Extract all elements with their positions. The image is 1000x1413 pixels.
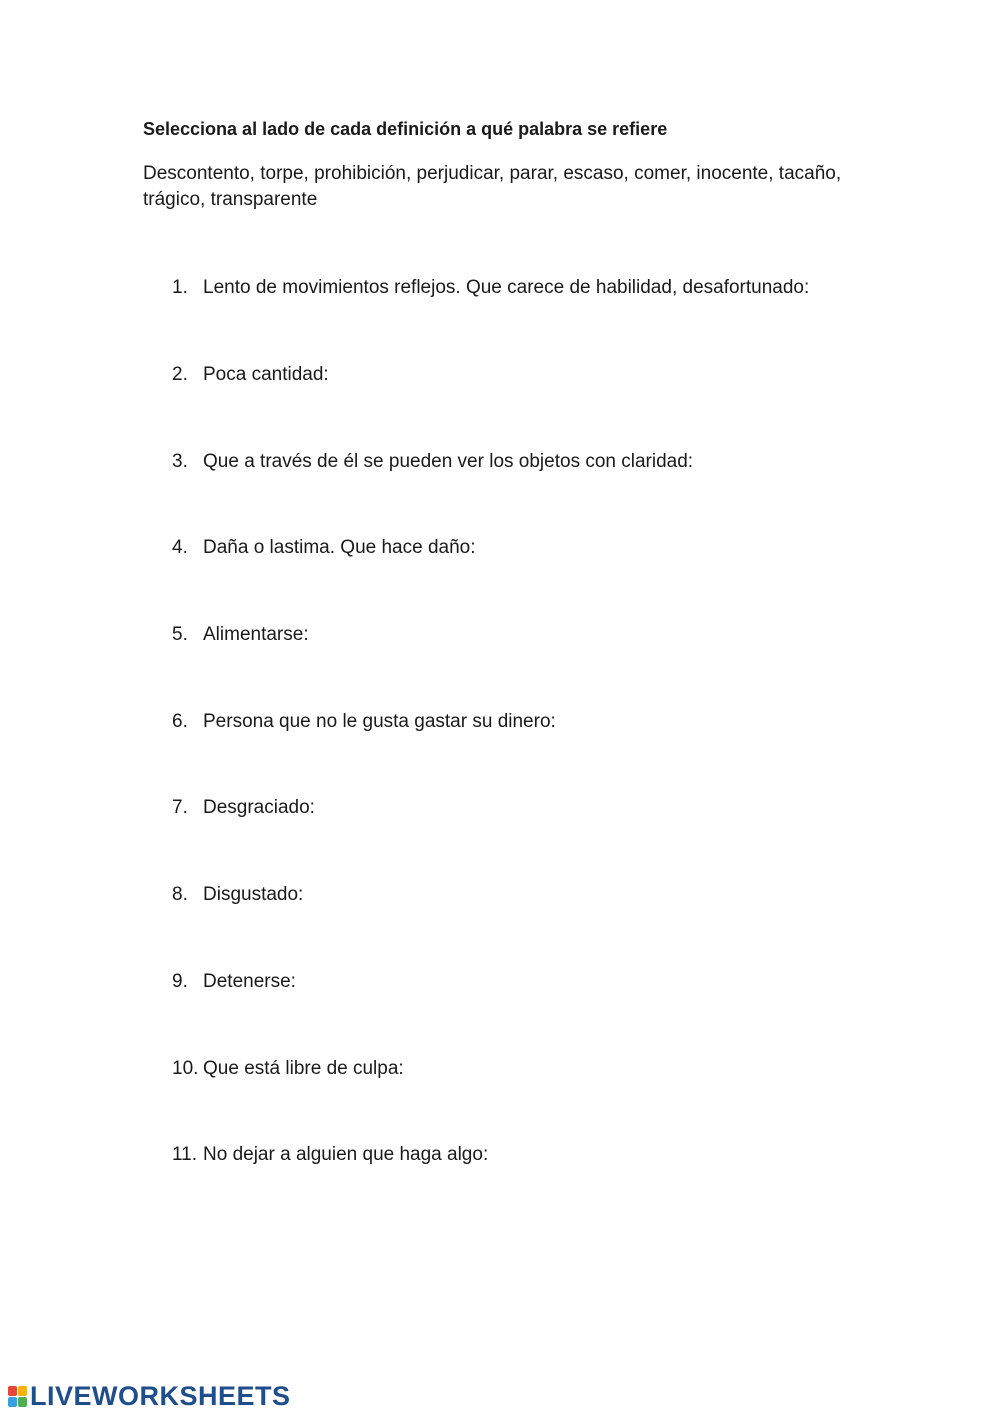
question-item <box>172 1142 488 1168</box>
question-number: 10. <box>172 1058 199 1079</box>
logo-block <box>18 1397 27 1407</box>
question-item <box>172 882 303 908</box>
question-text: Detenerse: <box>203 971 296 992</box>
question-number: 11. <box>172 1144 198 1165</box>
question-text: Alimentarse: <box>203 624 309 645</box>
question-item <box>172 969 296 995</box>
question-text: Persona que no le gusta gastar su dinero: <box>203 711 556 732</box>
question-text: No dejar a alguien que haga algo: <box>203 1144 489 1165</box>
word-bank: Descontento, torpe, prohibición, perjudicar, parar, escaso, comer, inocente, tacaño, trágico, transparente <box>143 163 842 210</box>
question-number: 4. <box>172 537 188 558</box>
question-number: 9. <box>172 971 188 992</box>
question-text: Daña o lastima. Que hace daño: <box>203 537 476 558</box>
question-number: 6. <box>172 711 188 732</box>
question-number: 1. <box>172 277 188 298</box>
question-item <box>172 362 329 388</box>
question-text: Que está libre de culpa: <box>203 1058 404 1079</box>
logo-blocks-icon <box>8 1386 27 1407</box>
question-text: Poca cantidad: <box>203 364 329 385</box>
logo-block <box>8 1397 17 1407</box>
question-item <box>172 535 476 561</box>
question-text: Lento de movimientos reflejos. Que carece de habilidad, desafortunado: <box>203 277 810 298</box>
worksheet-title: Selecciona al lado de cada definición a qué palabra se refiere <box>143 119 668 139</box>
question-number: 3. <box>172 451 188 472</box>
logo-block <box>18 1386 27 1396</box>
question-text: Que a través de él se pueden ver los objetos con claridad: <box>203 451 694 472</box>
question-text: Desgraciado: <box>203 797 315 818</box>
question-number: 7. <box>172 797 188 818</box>
logo-block <box>8 1386 17 1396</box>
question-item <box>172 795 315 821</box>
question-number: 2. <box>172 364 188 385</box>
question-item <box>172 275 809 301</box>
question-number: 8. <box>172 884 188 905</box>
question-item <box>172 449 693 475</box>
brand-name: LIVEWORKSHEETS <box>30 1381 291 1411</box>
question-text: Disgustado: <box>203 884 304 905</box>
question-number: 5. <box>172 624 188 645</box>
question-item <box>172 622 309 648</box>
question-item <box>172 1056 404 1082</box>
question-item <box>172 709 556 735</box>
liveworksheets-logo[interactable] <box>8 1381 291 1411</box>
